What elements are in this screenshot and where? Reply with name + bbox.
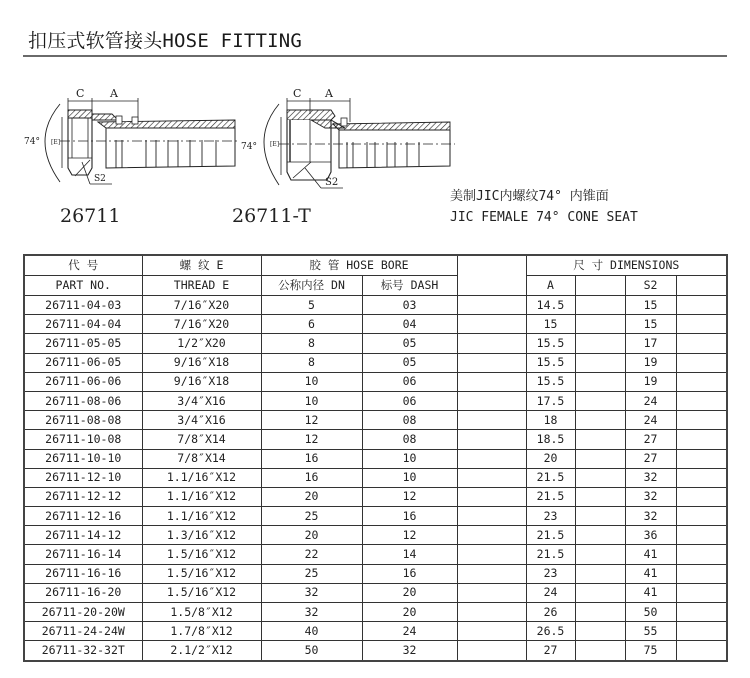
blank-cell xyxy=(575,391,625,410)
table-row xyxy=(24,334,727,353)
dim-s2-cell: 50 xyxy=(625,603,676,622)
dim-s2-cell: 32 xyxy=(625,487,676,506)
dim-s2-cell: 17 xyxy=(625,334,676,353)
blank-cell xyxy=(575,296,625,315)
part-no-cell: 26711-16-16 xyxy=(24,564,142,583)
dn-cell: 6 xyxy=(261,315,362,334)
thread-cell: 1.1/16″X12 xyxy=(142,507,261,526)
dn-cell: 10 xyxy=(261,372,362,391)
blank-cell xyxy=(457,564,526,583)
blank-cell xyxy=(575,603,625,622)
dash-cell: 16 xyxy=(362,564,457,583)
blank-cell xyxy=(575,545,625,564)
blank-cell xyxy=(575,507,625,526)
thread-cell: 1.1/16″X12 xyxy=(142,468,261,487)
thread-cell: 3/4″X16 xyxy=(142,391,261,410)
dim-a-cell: 21.5 xyxy=(526,526,575,545)
dn-cell: 32 xyxy=(261,583,362,602)
part-no-cell: 26711-24-24W xyxy=(24,622,142,641)
blank-cell xyxy=(676,564,727,583)
blank-cell xyxy=(575,468,625,487)
dim-s2-cell: 24 xyxy=(625,411,676,430)
part-no-cell: 26711-08-08 xyxy=(24,411,142,430)
blank-cell xyxy=(457,315,526,334)
part-no-cell: 26711-14-12 xyxy=(24,526,142,545)
table-header-row-2 xyxy=(24,276,727,296)
blank-cell xyxy=(457,353,526,372)
svg-text:A: A xyxy=(110,87,118,100)
header-part-en: PART NO. xyxy=(24,276,142,296)
dash-cell: 06 xyxy=(362,391,457,410)
dn-cell: 20 xyxy=(261,526,362,545)
blank-cell xyxy=(575,641,625,661)
dn-cell: 10 xyxy=(261,391,362,410)
blank-cell xyxy=(457,603,526,622)
dim-a-cell: 17.5 xyxy=(526,391,575,410)
dim-a-cell: 21.5 xyxy=(526,468,575,487)
dash-cell: 24 xyxy=(362,622,457,641)
thread-cell: 2.1/2″X12 xyxy=(142,641,261,661)
blank-cell xyxy=(575,411,625,430)
blank-cell xyxy=(457,449,526,468)
dim-s2-cell: 19 xyxy=(625,353,676,372)
svg-text:S2: S2 xyxy=(94,174,106,184)
table-row xyxy=(24,603,727,622)
dn-cell: 25 xyxy=(261,564,362,583)
dash-cell: 06 xyxy=(362,372,457,391)
dim-a-cell: 26.5 xyxy=(526,622,575,641)
dn-cell: 25 xyxy=(261,507,362,526)
blank-cell xyxy=(676,411,727,430)
part-no-cell: 26711-16-14 xyxy=(24,545,142,564)
header-dn: 公称内径 DN xyxy=(261,276,362,296)
thread-cell: 7/8″X14 xyxy=(142,449,261,468)
svg-text:[E]: [E] xyxy=(51,139,61,146)
part-no-cell: 26711-16-20 xyxy=(24,583,142,602)
dash-cell: 10 xyxy=(362,468,457,487)
header-s2: S2 xyxy=(625,276,676,296)
header-part-cn: 代 号 xyxy=(24,255,142,276)
thread-cell: 7/16″X20 xyxy=(142,315,261,334)
dash-cell: 12 xyxy=(362,526,457,545)
part-no-cell: 26711-05-05 xyxy=(24,334,142,353)
part-no-cell: 26711-12-16 xyxy=(24,507,142,526)
header-thread-en: THREAD E xyxy=(142,276,261,296)
blank-cell xyxy=(457,411,526,430)
dash-cell: 04 xyxy=(362,315,457,334)
page-title: 扣压式软管接头HOSE FITTING xyxy=(28,30,303,52)
dim-a-cell: 15 xyxy=(526,315,575,334)
dn-cell: 12 xyxy=(261,411,362,430)
dim-a-cell: 18.5 xyxy=(526,430,575,449)
blank-cell xyxy=(676,334,727,353)
blank-cell xyxy=(676,545,727,564)
part-no-cell: 26711-10-08 xyxy=(24,430,142,449)
dn-cell: 5 xyxy=(261,296,362,315)
spec-table xyxy=(23,254,728,662)
dim-a-cell: 18 xyxy=(526,411,575,430)
part-no-cell: 26711-32-32T xyxy=(24,641,142,661)
blank-cell xyxy=(457,583,526,602)
table-row xyxy=(24,564,727,583)
table-row xyxy=(24,583,727,602)
blank-cell xyxy=(676,487,727,506)
dim-s2-cell: 36 xyxy=(625,526,676,545)
dn-cell: 32 xyxy=(261,603,362,622)
hose-fitting-diagram-icon xyxy=(20,80,240,200)
part-no-cell: 26711-08-06 xyxy=(24,391,142,410)
svg-text:S2: S2 xyxy=(325,177,339,188)
blank-cell xyxy=(575,622,625,641)
blank-cell xyxy=(457,372,526,391)
description-cn: 美制JIC内螺纹74° 内锥面 xyxy=(450,189,609,204)
dim-a-cell: 27 xyxy=(526,641,575,661)
blank-cell xyxy=(457,641,526,661)
header-blank-s2 xyxy=(676,276,727,296)
dim-a-cell: 14.5 xyxy=(526,296,575,315)
blank-cell xyxy=(575,315,625,334)
table-row xyxy=(24,391,727,410)
dn-cell: 12 xyxy=(261,430,362,449)
blank-cell xyxy=(575,353,625,372)
part-no-cell: 26711-06-06 xyxy=(24,372,142,391)
dn-cell: 8 xyxy=(261,353,362,372)
part-no-cell: 26711-10-10 xyxy=(24,449,142,468)
blank-cell xyxy=(457,430,526,449)
thread-cell: 1.5/8″X12 xyxy=(142,603,261,622)
dim-a-cell: 20 xyxy=(526,449,575,468)
dim-s2-cell: 27 xyxy=(625,430,676,449)
blank-cell xyxy=(676,526,727,545)
part-no-cell: 26711-12-12 xyxy=(24,487,142,506)
blank-cell xyxy=(575,372,625,391)
thread-cell: 1/2″X20 xyxy=(142,334,261,353)
dim-s2-cell: 32 xyxy=(625,507,676,526)
dim-a-cell: 21.5 xyxy=(526,545,575,564)
blank-cell xyxy=(676,372,727,391)
blank-cell xyxy=(457,334,526,353)
part-no-cell: 26711-04-03 xyxy=(24,296,142,315)
blank-cell xyxy=(575,487,625,506)
blank-cell xyxy=(457,391,526,410)
dim-a-cell: 23 xyxy=(526,564,575,583)
blank-cell xyxy=(676,622,727,641)
dim-a-cell: 23 xyxy=(526,507,575,526)
header-blank-a xyxy=(575,276,625,296)
dim-a-cell: 24 xyxy=(526,583,575,602)
header-a: A xyxy=(526,276,575,296)
title-divider xyxy=(23,55,727,57)
thread-cell: 1.5/16″X12 xyxy=(142,583,261,602)
dn-cell: 40 xyxy=(261,622,362,641)
thread-cell: 3/4″X16 xyxy=(142,411,261,430)
header-hose-bore: 胶 管 HOSE BORE xyxy=(261,255,457,276)
dash-cell: 32 xyxy=(362,641,457,661)
blank-cell xyxy=(457,526,526,545)
blank-cell xyxy=(575,526,625,545)
dim-a-cell: 15.5 xyxy=(526,334,575,353)
dim-s2-cell: 41 xyxy=(625,583,676,602)
table-row xyxy=(24,622,727,641)
dash-cell: 10 xyxy=(362,449,457,468)
blank-cell xyxy=(575,334,625,353)
dim-s2-cell: 32 xyxy=(625,468,676,487)
dn-cell: 8 xyxy=(261,334,362,353)
dash-cell: 08 xyxy=(362,411,457,430)
blank-cell xyxy=(676,353,727,372)
dim-a-cell: 21.5 xyxy=(526,487,575,506)
hose-fitting-diagram-icon xyxy=(235,80,455,200)
dash-cell: 05 xyxy=(362,353,457,372)
fitting-drawing-26711 xyxy=(20,80,240,204)
part-no-cell: 26711-06-05 xyxy=(24,353,142,372)
header-thread-cn: 螺 纹 E xyxy=(142,255,261,276)
svg-text:C: C xyxy=(293,87,302,100)
header-dimensions: 尺 寸 DIMENSIONS xyxy=(526,255,727,276)
dim-s2-cell: 15 xyxy=(625,296,676,315)
blank-cell xyxy=(457,622,526,641)
part-no-cell: 26711-12-10 xyxy=(24,468,142,487)
table-row xyxy=(24,430,727,449)
blank-cell xyxy=(676,641,727,661)
blank-cell xyxy=(457,507,526,526)
thread-cell: 1.3/16″X12 xyxy=(142,526,261,545)
table-row xyxy=(24,411,727,430)
description-en: JIC FEMALE 74° CONE SEAT xyxy=(450,210,638,225)
blank-cell xyxy=(676,507,727,526)
svg-text:A: A xyxy=(325,87,333,100)
blank-cell xyxy=(676,296,727,315)
table-row xyxy=(24,449,727,468)
table-row xyxy=(24,353,727,372)
dim-s2-cell: 27 xyxy=(625,449,676,468)
dim-a-cell: 15.5 xyxy=(526,353,575,372)
blank-cell xyxy=(575,449,625,468)
dim-a-cell: 26 xyxy=(526,603,575,622)
header-blank xyxy=(457,255,526,296)
blank-cell xyxy=(676,583,727,602)
table-row xyxy=(24,296,727,315)
model-label-26711: 26711 xyxy=(60,205,121,227)
table-row xyxy=(24,526,727,545)
svg-text:74°: 74° xyxy=(241,142,257,152)
blank-cell xyxy=(676,449,727,468)
blank-cell xyxy=(676,603,727,622)
blank-cell xyxy=(457,545,526,564)
dn-cell: 50 xyxy=(261,641,362,661)
dn-cell: 22 xyxy=(261,545,362,564)
svg-text:C: C xyxy=(76,87,85,100)
part-no-cell: 26711-04-04 xyxy=(24,315,142,334)
blank-cell xyxy=(676,430,727,449)
table-row xyxy=(24,315,727,334)
dim-s2-cell: 24 xyxy=(625,391,676,410)
thread-cell: 7/8″X14 xyxy=(142,430,261,449)
dn-cell: 16 xyxy=(261,449,362,468)
svg-text:74°: 74° xyxy=(24,137,40,147)
dim-s2-cell: 41 xyxy=(625,564,676,583)
blank-cell xyxy=(575,430,625,449)
fitting-drawing-26711-t xyxy=(235,80,455,204)
svg-text:[E]: [E] xyxy=(270,141,280,148)
table-row xyxy=(24,545,727,564)
thread-cell: 1.5/16″X12 xyxy=(142,545,261,564)
dash-cell: 08 xyxy=(362,430,457,449)
part-no-cell: 26711-20-20W xyxy=(24,603,142,622)
blank-cell xyxy=(676,391,727,410)
table-header-row-1 xyxy=(24,255,727,276)
thread-cell: 9/16″X18 xyxy=(142,353,261,372)
dn-cell: 20 xyxy=(261,487,362,506)
dim-s2-cell: 55 xyxy=(625,622,676,641)
dash-cell: 20 xyxy=(362,603,457,622)
dash-cell: 16 xyxy=(362,507,457,526)
table-row xyxy=(24,641,727,661)
blank-cell xyxy=(676,315,727,334)
blank-cell xyxy=(676,468,727,487)
table-row xyxy=(24,468,727,487)
blank-cell xyxy=(575,583,625,602)
dim-s2-cell: 75 xyxy=(625,641,676,661)
dash-cell: 20 xyxy=(362,583,457,602)
table-row xyxy=(24,372,727,391)
dim-s2-cell: 15 xyxy=(625,315,676,334)
thread-cell: 7/16″X20 xyxy=(142,296,261,315)
table-row xyxy=(24,507,727,526)
blank-cell xyxy=(575,564,625,583)
blank-cell xyxy=(457,487,526,506)
dim-a-cell: 15.5 xyxy=(526,372,575,391)
header-dash: 标号 DASH xyxy=(362,276,457,296)
dash-cell: 12 xyxy=(362,487,457,506)
model-label-26711-t: 26711-T xyxy=(232,205,311,227)
dash-cell: 14 xyxy=(362,545,457,564)
blank-cell xyxy=(457,296,526,315)
dim-s2-cell: 41 xyxy=(625,545,676,564)
dash-cell: 03 xyxy=(362,296,457,315)
dn-cell: 16 xyxy=(261,468,362,487)
table-row xyxy=(24,487,727,506)
blank-cell xyxy=(457,468,526,487)
thread-cell: 9/16″X18 xyxy=(142,372,261,391)
thread-cell: 1.7/8″X12 xyxy=(142,622,261,641)
dash-cell: 05 xyxy=(362,334,457,353)
thread-cell: 1.5/16″X12 xyxy=(142,564,261,583)
thread-cell: 1.1/16″X12 xyxy=(142,487,261,506)
dim-s2-cell: 19 xyxy=(625,372,676,391)
